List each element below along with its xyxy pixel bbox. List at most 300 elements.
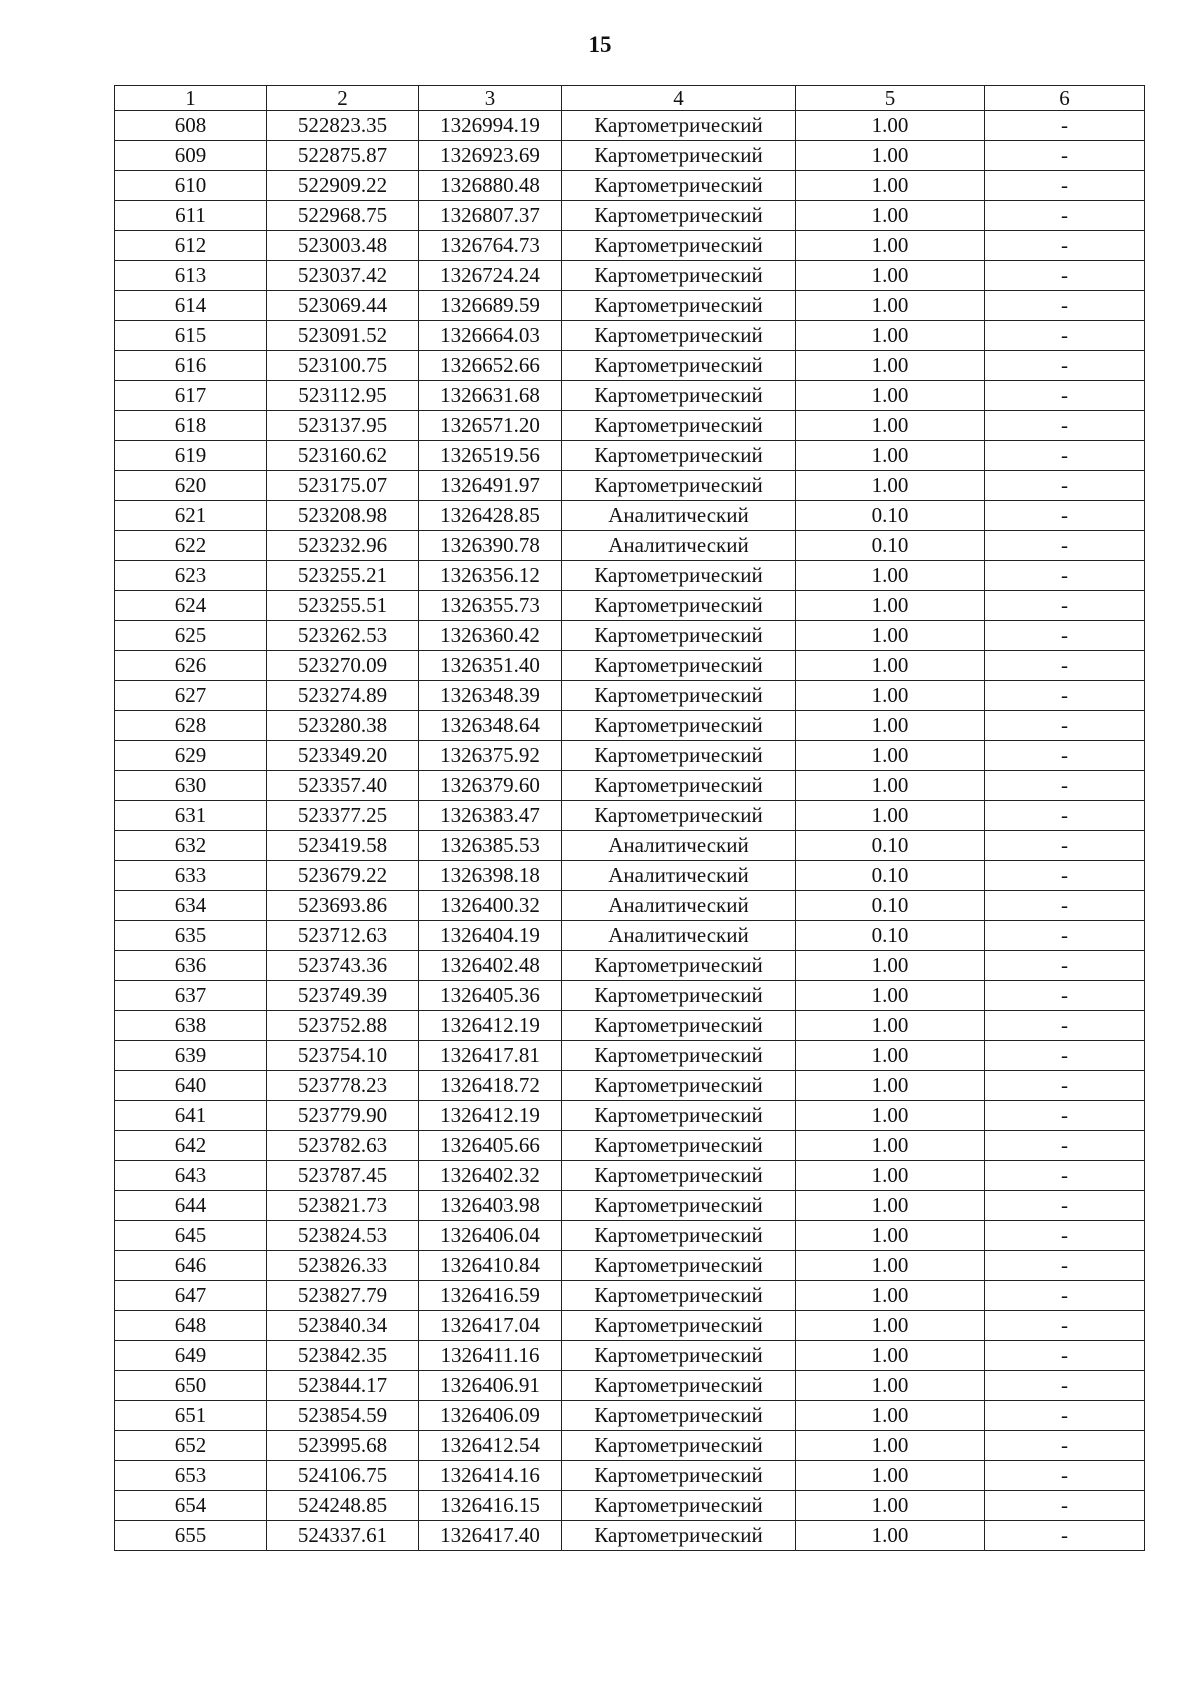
cell-point-number: 620 (115, 471, 267, 501)
table-row (115, 111, 1145, 141)
cell-point-number: 617 (115, 381, 267, 411)
table-row (115, 291, 1145, 321)
cell-point-number: 615 (115, 321, 267, 351)
cell-point-number: 639 (115, 1041, 267, 1071)
cell-accuracy: 1.00 (796, 1071, 985, 1101)
cell-coord-y: 1326417.04 (419, 1311, 562, 1341)
cell-coord-x: 523069.44 (267, 291, 419, 321)
cell-point-number: 628 (115, 711, 267, 741)
cell-coord-y: 1326491.97 (419, 471, 562, 501)
cell-coord-y: 1326880.48 (419, 171, 562, 201)
cell-coord-x: 523821.73 (267, 1191, 419, 1221)
table-row (115, 681, 1145, 711)
cell-accuracy: 1.00 (796, 111, 985, 141)
table-row (115, 1131, 1145, 1161)
cell-coord-y: 1326724.24 (419, 261, 562, 291)
cell-coord-y: 1326416.59 (419, 1281, 562, 1311)
table-row (115, 441, 1145, 471)
cell-coord-x: 522909.22 (267, 171, 419, 201)
cell-point-number: 637 (115, 981, 267, 1011)
cell-method: Картометрический (562, 1161, 796, 1191)
cell-method: Картометрический (562, 621, 796, 651)
cell-coord-y: 1326412.19 (419, 1101, 562, 1131)
cell-accuracy: 1.00 (796, 621, 985, 651)
cell-accuracy: 1.00 (796, 1341, 985, 1371)
table-row (115, 381, 1145, 411)
cell-note: - (985, 1281, 1145, 1311)
cell-accuracy: 1.00 (796, 1101, 985, 1131)
cell-point-number: 635 (115, 921, 267, 951)
cell-point-number: 612 (115, 231, 267, 261)
cell-coord-y: 1326412.19 (419, 1011, 562, 1041)
cell-accuracy: 1.00 (796, 1371, 985, 1401)
cell-point-number: 624 (115, 591, 267, 621)
cell-accuracy: 1.00 (796, 141, 985, 171)
cell-coord-x: 522968.75 (267, 201, 419, 231)
cell-coord-y: 1326412.54 (419, 1431, 562, 1461)
cell-coord-y: 1326994.19 (419, 111, 562, 141)
cell-point-number: 648 (115, 1311, 267, 1341)
cell-accuracy: 1.00 (796, 351, 985, 381)
cell-note: - (985, 1431, 1145, 1461)
cell-accuracy: 1.00 (796, 471, 985, 501)
table-row (115, 171, 1145, 201)
cell-coord-x: 523100.75 (267, 351, 419, 381)
table-row (115, 1251, 1145, 1281)
cell-coord-x: 523679.22 (267, 861, 419, 891)
table-row (115, 981, 1145, 1011)
cell-method: Картометрический (562, 381, 796, 411)
cell-method: Картометрический (562, 171, 796, 201)
cell-point-number: 643 (115, 1161, 267, 1191)
table-row (115, 711, 1145, 741)
cell-note: - (985, 951, 1145, 981)
cell-coord-x: 523112.95 (267, 381, 419, 411)
cell-coord-x: 523208.98 (267, 501, 419, 531)
cell-note: - (985, 1011, 1145, 1041)
table-row (115, 231, 1145, 261)
cell-note: - (985, 411, 1145, 441)
cell-note: - (985, 561, 1145, 591)
table-row (115, 411, 1145, 441)
cell-coord-y: 1326400.32 (419, 891, 562, 921)
cell-method: Картометрический (562, 711, 796, 741)
cell-method: Картометрический (562, 1311, 796, 1341)
cell-coord-x: 523827.79 (267, 1281, 419, 1311)
cell-method: Картометрический (562, 1521, 796, 1551)
cell-note: - (985, 201, 1145, 231)
cell-coord-x: 523778.23 (267, 1071, 419, 1101)
cell-coord-y: 1326405.66 (419, 1131, 562, 1161)
table-row (115, 1431, 1145, 1461)
table-row (115, 1191, 1145, 1221)
column-header-3: 3 (419, 86, 562, 111)
cell-coord-x: 523175.07 (267, 471, 419, 501)
table-row (115, 1491, 1145, 1521)
cell-accuracy: 1.00 (796, 291, 985, 321)
cell-accuracy: 1.00 (796, 771, 985, 801)
cell-accuracy: 1.00 (796, 1311, 985, 1341)
cell-accuracy: 1.00 (796, 201, 985, 231)
cell-method: Картометрический (562, 141, 796, 171)
table-row (115, 201, 1145, 231)
cell-note: - (985, 291, 1145, 321)
cell-accuracy: 0.10 (796, 891, 985, 921)
cell-coord-x: 523840.34 (267, 1311, 419, 1341)
table-row (115, 531, 1145, 561)
table-row (115, 1071, 1145, 1101)
cell-point-number: 649 (115, 1341, 267, 1371)
cell-note: - (985, 321, 1145, 351)
cell-accuracy: 1.00 (796, 1521, 985, 1551)
table-row (115, 861, 1145, 891)
cell-note: - (985, 441, 1145, 471)
cell-coord-y: 1326428.85 (419, 501, 562, 531)
cell-point-number: 633 (115, 861, 267, 891)
cell-coord-x: 523357.40 (267, 771, 419, 801)
cell-coord-x: 523377.25 (267, 801, 419, 831)
cell-method: Картометрический (562, 1071, 796, 1101)
cell-coord-x: 523995.68 (267, 1431, 419, 1461)
cell-note: - (985, 981, 1145, 1011)
cell-method: Аналитический (562, 861, 796, 891)
cell-note: - (985, 831, 1145, 861)
cell-coord-x: 523787.45 (267, 1161, 419, 1191)
cell-accuracy: 1.00 (796, 1041, 985, 1071)
cell-note: - (985, 741, 1145, 771)
cell-accuracy: 1.00 (796, 231, 985, 261)
cell-method: Картометрический (562, 801, 796, 831)
cell-coord-y: 1326418.72 (419, 1071, 562, 1101)
cell-coord-y: 1326383.47 (419, 801, 562, 831)
cell-coord-x: 523779.90 (267, 1101, 419, 1131)
cell-point-number: 647 (115, 1281, 267, 1311)
cell-method: Аналитический (562, 501, 796, 531)
cell-note: - (985, 891, 1145, 921)
table-row (115, 1101, 1145, 1131)
cell-accuracy: 1.00 (796, 651, 985, 681)
cell-note: - (985, 771, 1145, 801)
table-row (115, 891, 1145, 921)
cell-method: Картометрический (562, 1101, 796, 1131)
cell-point-number: 611 (115, 201, 267, 231)
cell-point-number: 646 (115, 1251, 267, 1281)
cell-method: Картометрический (562, 651, 796, 681)
cell-coord-x: 523743.36 (267, 951, 419, 981)
cell-accuracy: 1.00 (796, 591, 985, 621)
cell-method: Картометрический (562, 981, 796, 1011)
cell-coord-y: 1326398.18 (419, 861, 562, 891)
cell-coord-y: 1326411.16 (419, 1341, 562, 1371)
cell-method: Аналитический (562, 531, 796, 561)
cell-coord-x: 524248.85 (267, 1491, 419, 1521)
table-row (115, 741, 1145, 771)
cell-coord-x: 523844.17 (267, 1371, 419, 1401)
cell-accuracy: 1.00 (796, 1161, 985, 1191)
cell-coord-y: 1326351.40 (419, 651, 562, 681)
cell-point-number: 629 (115, 741, 267, 771)
cell-point-number: 614 (115, 291, 267, 321)
cell-point-number: 645 (115, 1221, 267, 1251)
cell-point-number: 613 (115, 261, 267, 291)
cell-coord-y: 1326404.19 (419, 921, 562, 951)
cell-point-number: 654 (115, 1491, 267, 1521)
cell-method: Картометрический (562, 471, 796, 501)
cell-coord-y: 1326402.48 (419, 951, 562, 981)
cell-note: - (985, 621, 1145, 651)
cell-coord-y: 1326417.40 (419, 1521, 562, 1551)
cell-accuracy: 0.10 (796, 831, 985, 861)
cell-accuracy: 0.10 (796, 531, 985, 561)
cell-coord-y: 1326764.73 (419, 231, 562, 261)
cell-point-number: 625 (115, 621, 267, 651)
table-row (115, 1221, 1145, 1251)
cell-coord-x: 522875.87 (267, 141, 419, 171)
cell-note: - (985, 171, 1145, 201)
cell-accuracy: 1.00 (796, 1401, 985, 1431)
cell-note: - (985, 1071, 1145, 1101)
cell-method: Картометрический (562, 1041, 796, 1071)
table-row (115, 591, 1145, 621)
cell-point-number: 644 (115, 1191, 267, 1221)
cell-note: - (985, 1221, 1145, 1251)
cell-coord-y: 1326414.16 (419, 1461, 562, 1491)
cell-point-number: 638 (115, 1011, 267, 1041)
cell-accuracy: 1.00 (796, 801, 985, 831)
cell-coord-y: 1326405.36 (419, 981, 562, 1011)
table-row (115, 351, 1145, 381)
cell-coord-y: 1326631.68 (419, 381, 562, 411)
cell-method: Картометрический (562, 1491, 796, 1521)
page-number: 15 (588, 32, 612, 57)
cell-point-number: 609 (115, 141, 267, 171)
table-row (115, 1311, 1145, 1341)
cell-method: Картометрический (562, 291, 796, 321)
table-row (115, 1161, 1145, 1191)
cell-accuracy: 1.00 (796, 981, 985, 1011)
cell-coord-x: 523752.88 (267, 1011, 419, 1041)
cell-accuracy: 1.00 (796, 741, 985, 771)
table-row (115, 831, 1145, 861)
cell-point-number: 630 (115, 771, 267, 801)
cell-coord-x: 523349.20 (267, 741, 419, 771)
cell-coord-y: 1326356.12 (419, 561, 562, 591)
cell-accuracy: 1.00 (796, 381, 985, 411)
cell-coord-y: 1326360.42 (419, 621, 562, 651)
cell-coord-y: 1326379.60 (419, 771, 562, 801)
cell-accuracy: 1.00 (796, 1251, 985, 1281)
cell-point-number: 618 (115, 411, 267, 441)
cell-point-number: 652 (115, 1431, 267, 1461)
cell-coord-x: 523255.21 (267, 561, 419, 591)
cell-accuracy: 1.00 (796, 1281, 985, 1311)
cell-note: - (985, 1191, 1145, 1221)
table-row (115, 1401, 1145, 1431)
cell-note: - (985, 1401, 1145, 1431)
cell-method: Картометрический (562, 591, 796, 621)
cell-note: - (985, 921, 1145, 951)
cell-method: Картометрический (562, 1341, 796, 1371)
cell-method: Картометрический (562, 1221, 796, 1251)
cell-point-number: 621 (115, 501, 267, 531)
column-header-6: 6 (985, 86, 1145, 111)
cell-method: Картометрический (562, 561, 796, 591)
cell-note: - (985, 1161, 1145, 1191)
cell-point-number: 627 (115, 681, 267, 711)
cell-method: Аналитический (562, 831, 796, 861)
cell-coord-y: 1326375.92 (419, 741, 562, 771)
cell-note: - (985, 1101, 1145, 1131)
cell-accuracy: 0.10 (796, 501, 985, 531)
cell-method: Аналитический (562, 891, 796, 921)
cell-method: Картометрический (562, 1401, 796, 1431)
cell-method: Картометрический (562, 1251, 796, 1281)
cell-method: Картометрический (562, 1281, 796, 1311)
cell-note: - (985, 1341, 1145, 1371)
cell-accuracy: 0.10 (796, 921, 985, 951)
cell-accuracy: 0.10 (796, 861, 985, 891)
table-header-row (115, 86, 1145, 111)
cell-method: Картометрический (562, 951, 796, 981)
table-row (115, 1371, 1145, 1401)
table-row (115, 561, 1145, 591)
cell-note: - (985, 261, 1145, 291)
cell-method: Картометрический (562, 201, 796, 231)
table-body (115, 111, 1145, 1551)
cell-coord-x: 523693.86 (267, 891, 419, 921)
cell-note: - (985, 681, 1145, 711)
cell-accuracy: 1.00 (796, 321, 985, 351)
cell-coord-x: 523749.39 (267, 981, 419, 1011)
cell-method: Картометрический (562, 411, 796, 441)
cell-coord-x: 523419.58 (267, 831, 419, 861)
cell-coord-x: 523782.63 (267, 1131, 419, 1161)
cell-note: - (985, 381, 1145, 411)
cell-accuracy: 1.00 (796, 561, 985, 591)
column-header-5: 5 (796, 86, 985, 111)
table-row (115, 771, 1145, 801)
cell-point-number: 655 (115, 1521, 267, 1551)
cell-coord-x: 523280.38 (267, 711, 419, 741)
cell-method: Картометрический (562, 1131, 796, 1161)
cell-note: - (985, 471, 1145, 501)
cell-point-number: 634 (115, 891, 267, 921)
cell-coord-x: 524106.75 (267, 1461, 419, 1491)
cell-accuracy: 1.00 (796, 171, 985, 201)
cell-note: - (985, 711, 1145, 741)
cell-coord-x: 523160.62 (267, 441, 419, 471)
table-row (115, 261, 1145, 291)
table-row (115, 621, 1145, 651)
cell-coord-x: 523255.51 (267, 591, 419, 621)
cell-point-number: 632 (115, 831, 267, 861)
cell-accuracy: 1.00 (796, 261, 985, 291)
cell-coord-y: 1326348.64 (419, 711, 562, 741)
cell-note: - (985, 1311, 1145, 1341)
cell-coord-y: 1326402.32 (419, 1161, 562, 1191)
coordinates-table (114, 85, 1145, 1551)
cell-accuracy: 1.00 (796, 1221, 985, 1251)
cell-coord-y: 1326923.69 (419, 141, 562, 171)
cell-accuracy: 1.00 (796, 411, 985, 441)
table-row (115, 501, 1145, 531)
cell-coord-x: 523824.53 (267, 1221, 419, 1251)
cell-note: - (985, 861, 1145, 891)
table-row (115, 651, 1145, 681)
cell-coord-y: 1326406.04 (419, 1221, 562, 1251)
cell-accuracy: 1.00 (796, 1431, 985, 1461)
cell-coord-y: 1326403.98 (419, 1191, 562, 1221)
cell-point-number: 641 (115, 1101, 267, 1131)
cell-accuracy: 1.00 (796, 441, 985, 471)
cell-coord-y: 1326807.37 (419, 201, 562, 231)
cell-coord-y: 1326519.56 (419, 441, 562, 471)
cell-coord-x: 523842.35 (267, 1341, 419, 1371)
cell-note: - (985, 591, 1145, 621)
cell-coord-y: 1326385.53 (419, 831, 562, 861)
cell-note: - (985, 651, 1145, 681)
cell-point-number: 622 (115, 531, 267, 561)
cell-coord-x: 523712.63 (267, 921, 419, 951)
cell-coord-x: 523262.53 (267, 621, 419, 651)
column-header-2: 2 (267, 86, 419, 111)
cell-coord-x: 523270.09 (267, 651, 419, 681)
cell-coord-x: 524337.61 (267, 1521, 419, 1551)
cell-coord-y: 1326410.84 (419, 1251, 562, 1281)
cell-coord-y: 1326417.81 (419, 1041, 562, 1071)
cell-accuracy: 1.00 (796, 1131, 985, 1161)
cell-coord-x: 523854.59 (267, 1401, 419, 1431)
cell-coord-y: 1326652.66 (419, 351, 562, 381)
cell-coord-y: 1326355.73 (419, 591, 562, 621)
table-row (115, 1041, 1145, 1071)
cell-method: Картометрический (562, 261, 796, 291)
cell-coord-y: 1326348.39 (419, 681, 562, 711)
cell-accuracy: 1.00 (796, 681, 985, 711)
cell-note: - (985, 501, 1145, 531)
cell-point-number: 623 (115, 561, 267, 591)
cell-method: Картометрический (562, 1191, 796, 1221)
cell-coord-y: 1326664.03 (419, 321, 562, 351)
cell-note: - (985, 1491, 1145, 1521)
cell-coord-x: 523274.89 (267, 681, 419, 711)
cell-note: - (985, 1131, 1145, 1161)
cell-point-number: 640 (115, 1071, 267, 1101)
column-header-1: 1 (115, 86, 267, 111)
cell-note: - (985, 801, 1145, 831)
cell-point-number: 631 (115, 801, 267, 831)
cell-note: - (985, 1521, 1145, 1551)
cell-method: Картометрический (562, 1011, 796, 1041)
cell-method: Картометрический (562, 1461, 796, 1491)
cell-coord-x: 523137.95 (267, 411, 419, 441)
cell-note: - (985, 1251, 1145, 1281)
cell-note: - (985, 531, 1145, 561)
table-row (115, 801, 1145, 831)
cell-coord-x: 523003.48 (267, 231, 419, 261)
column-header-4: 4 (562, 86, 796, 111)
cell-coord-x: 523232.96 (267, 531, 419, 561)
cell-note: - (985, 111, 1145, 141)
table-row (115, 1461, 1145, 1491)
cell-coord-x: 523037.42 (267, 261, 419, 291)
cell-coord-y: 1326416.15 (419, 1491, 562, 1521)
cell-accuracy: 1.00 (796, 1011, 985, 1041)
cell-coord-x: 522823.35 (267, 111, 419, 141)
cell-note: - (985, 141, 1145, 171)
cell-method: Картометрический (562, 231, 796, 261)
cell-point-number: 619 (115, 441, 267, 471)
